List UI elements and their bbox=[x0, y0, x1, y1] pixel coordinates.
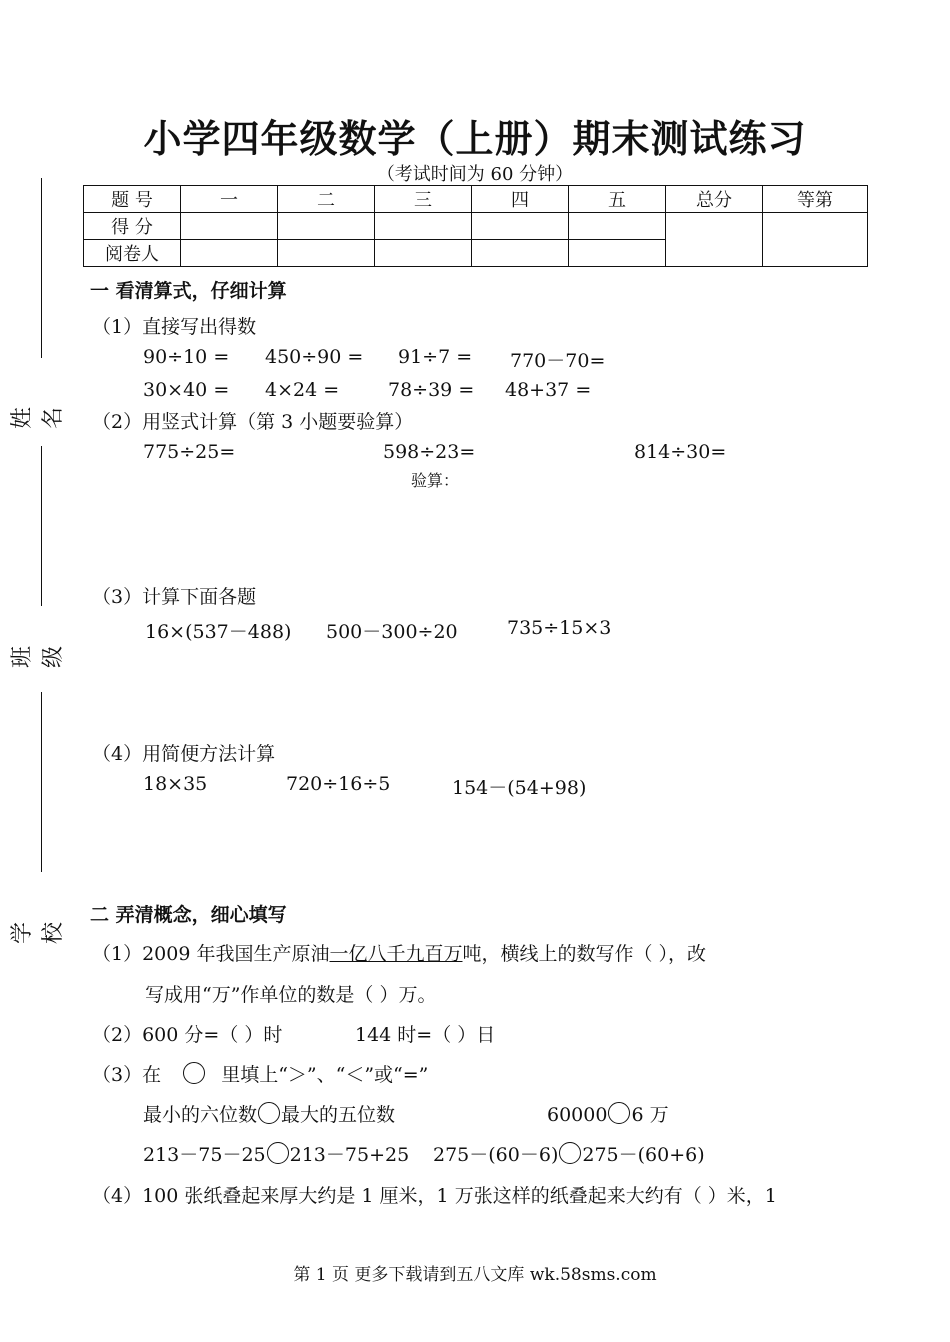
score-cell[interactable] bbox=[278, 213, 375, 240]
s1-q3-label: （3）计算下面各题 bbox=[92, 586, 257, 608]
s1-q1-label: （1）直接写出得数 bbox=[92, 316, 257, 338]
s1-q1-expr: 4×24 = bbox=[265, 379, 340, 401]
s1-q4-expr: 720÷16÷5 bbox=[286, 773, 391, 795]
compare-right: 6 万 bbox=[631, 1104, 669, 1126]
margin-line-name bbox=[41, 178, 42, 358]
s1-q2-label: （2）用竖式计算（第 3 小题要验算） bbox=[92, 411, 414, 433]
s2-q3-before: （3）在 bbox=[92, 1064, 162, 1086]
exam-duration: （考试时间为 60 分钟） bbox=[376, 164, 574, 185]
compare-left: 最小的六位数 bbox=[143, 1104, 258, 1126]
grader-cell[interactable] bbox=[375, 240, 472, 267]
score-row bbox=[84, 213, 868, 240]
header-cell: 四 bbox=[472, 186, 569, 213]
s2-q1-underlined: 一亿八千九百万 bbox=[329, 943, 463, 965]
s1-q2-check-label: 验算： bbox=[411, 471, 460, 490]
grade-cell[interactable] bbox=[763, 213, 868, 267]
compare-right: 最大的五位数 bbox=[281, 1104, 396, 1126]
margin-label-name: 姓名 bbox=[10, 407, 66, 430]
header-cell: 二 bbox=[278, 186, 375, 213]
grader-cell[interactable] bbox=[181, 240, 278, 267]
s1-q4-label: （4）用简便方法计算 bbox=[92, 743, 276, 765]
margin-label-school: 学校 bbox=[10, 922, 66, 945]
s1-q1-expr: 78÷39 = bbox=[388, 379, 475, 401]
header-cell: 一 bbox=[181, 186, 278, 213]
score-cell[interactable] bbox=[569, 213, 666, 240]
s1-q3-expr: 16×(537－488) bbox=[145, 621, 292, 643]
section2-heading: 二 弄清概念，细心填写 bbox=[90, 904, 287, 926]
row-label-score: 得 分 bbox=[84, 213, 181, 240]
total-score-cell[interactable] bbox=[666, 213, 763, 267]
s1-q3-expr: 500－300÷20 bbox=[326, 621, 458, 643]
s1-q1-expr: 91÷7 = bbox=[398, 346, 473, 368]
score-table-header-row bbox=[84, 186, 868, 213]
circle-icon bbox=[183, 1062, 205, 1084]
compare-left: 213－75－25 bbox=[143, 1144, 266, 1166]
score-cell[interactable] bbox=[375, 213, 472, 240]
s1-q2-expr: 775÷25= bbox=[143, 441, 236, 463]
s2-q4-text: （4）100 张纸叠起来厚大约是 1 厘米，1 万张这样的纸叠起来大约有（ ）米，1 bbox=[92, 1185, 777, 1207]
score-cell[interactable] bbox=[181, 213, 278, 240]
compare-left: 60000 bbox=[547, 1104, 608, 1126]
margin-label-class: 班级 bbox=[10, 646, 66, 669]
margin-line-class bbox=[41, 446, 42, 606]
s1-q3-expr: 735÷15×3 bbox=[507, 617, 612, 639]
s2-q3-after: 里填上“＞”、“＜”或“=” bbox=[221, 1064, 429, 1086]
section1-heading: 一 看清算式，仔细计算 bbox=[90, 280, 287, 302]
s2-q1-after: 吨，横线上的数写作（ ），改 bbox=[462, 943, 707, 965]
s2-q3-compare bbox=[143, 1140, 409, 1167]
compare-right: 275－(60+6) bbox=[582, 1144, 705, 1166]
s1-q4-expr: 154－(54+98) bbox=[452, 777, 587, 799]
s1-q1-expr: 90÷10 = bbox=[143, 346, 230, 368]
header-cell: 总分 bbox=[666, 186, 763, 213]
s1-q1-expr: 48+37 = bbox=[505, 379, 592, 401]
margin-line-school bbox=[41, 692, 42, 872]
s1-q1-expr: 770－70= bbox=[510, 350, 606, 372]
grader-cell[interactable] bbox=[472, 240, 569, 267]
score-table bbox=[83, 185, 868, 267]
page-footer: 第 1 页 更多下载请到五八文库 wk.58sms.com bbox=[293, 1265, 657, 1285]
s2-q3-compare bbox=[143, 1100, 395, 1127]
header-cell: 题 号 bbox=[84, 186, 181, 213]
s1-q1-expr: 30×40 = bbox=[143, 379, 230, 401]
grader-cell[interactable] bbox=[278, 240, 375, 267]
compare-circle-icon[interactable] bbox=[267, 1142, 289, 1164]
row-label-grader: 阅卷人 bbox=[84, 240, 181, 267]
s2-q3-compare bbox=[433, 1140, 705, 1167]
s1-q1-expr: 450÷90 = bbox=[265, 346, 364, 368]
s1-q2-expr: 814÷30= bbox=[634, 441, 727, 463]
score-cell[interactable] bbox=[472, 213, 569, 240]
s1-q2-expr: 598÷23= bbox=[383, 441, 476, 463]
header-cell: 三 bbox=[375, 186, 472, 213]
s2-q2-part1: （2）600 分=（ ）时 bbox=[92, 1024, 283, 1046]
header-cell: 五 bbox=[569, 186, 666, 213]
s2-q1-line1 bbox=[92, 939, 706, 966]
s1-q4-expr: 18×35 bbox=[143, 773, 208, 795]
compare-circle-icon[interactable] bbox=[559, 1142, 581, 1164]
s2-q1-before: （1）2009 年我国生产原油 bbox=[92, 943, 330, 965]
grader-cell[interactable] bbox=[569, 240, 666, 267]
header-cell: 等第 bbox=[763, 186, 868, 213]
compare-right: 213－75+25 bbox=[289, 1144, 410, 1166]
page-title: 小学四年级数学（上册）期末测试练习 bbox=[143, 117, 807, 161]
s2-q3-compare bbox=[547, 1100, 669, 1127]
compare-circle-icon[interactable] bbox=[608, 1102, 630, 1124]
compare-left: 275－(60－6) bbox=[433, 1144, 559, 1166]
s2-q1-line2: 写成用“万”作单位的数是（ ）万。 bbox=[145, 984, 437, 1006]
s2-q3-instruction bbox=[92, 1060, 428, 1087]
s2-q2-part2: 144 时=（ ）日 bbox=[355, 1024, 496, 1046]
compare-circle-icon[interactable] bbox=[258, 1102, 280, 1124]
